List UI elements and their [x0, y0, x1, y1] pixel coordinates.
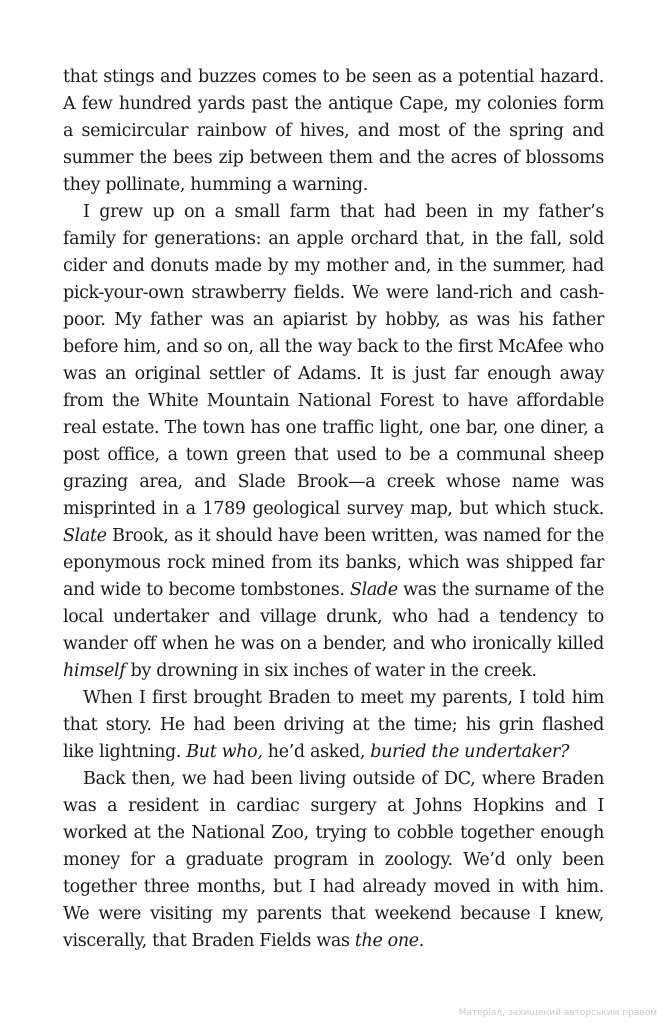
text-run: When I first brought Braden to meet my parents, I told him that story. He had been driving at the time; his grin flashed like lightning. [63, 688, 604, 762]
italic-run: Slade [349, 580, 398, 600]
copyright-watermark: Матеріал, захищений авторським правом [458, 1008, 657, 1018]
text-run: Back then, we had been living outside of DC, where Braden was a resident in cardiac surgery at Johns Hopkins and I worked at the National Zoo, trying to cobble together enough money for a graduate program in zoology. We’d only been together three months, but I had already moved in with him. We were visiting my parents that weekend because I knew, viscerally, that Braden Fields was [63, 769, 604, 951]
italic-run: himself [63, 661, 126, 681]
italic-run: the one. [354, 931, 424, 951]
italic-run: buried the undertaker? [370, 742, 569, 762]
paragraph-4 [63, 766, 604, 955]
italic-run: Slate [63, 526, 107, 546]
paragraph-3 [63, 685, 604, 766]
text-run: by drowning in six inches of water in the creek. [125, 661, 537, 681]
text-run: he’d asked, [262, 742, 371, 762]
text-run: that stings and buzzes comes to be seen as a potential hazard. A few hundred yards past the antique Cape, my colonies form a semicircular rainbow of hives, and most of the spring and summer the bees zip between them and the acres of blossoms they pollinate, humming a warning. [63, 67, 604, 195]
text-run: I grew up on a small farm that had been in my father’s family for generations: an apple orchard that, in the fall, sold cider and donuts made by my mother and, in the summer, had pick-your-own strawberry fields. We were land-rich and cash-poor. My father was an apiarist by hobby, as was his father before him, and so on, all the way back to the first McAfee who was an original settler of Adams. It is just far enough away from the White Mountain National Forest to have affordable real estate. The town has one traffic light, one bar, one diner, a post office, a town green that used to be a communal sheep grazing area, and Slade Brook—a creek whose name was misprinted in a 1789 geological survey map, but which stuck. [63, 202, 604, 519]
book-page-body [63, 64, 604, 955]
italic-run: But who, [186, 742, 263, 762]
paragraph-1 [63, 64, 604, 199]
text-run: was the surname of the local undertaker and village drunk, who had a tendency to wander off when he was on a bender, and who ironically killed [63, 580, 604, 654]
text-run: Brook, as it should have been written, was named for the eponymous rock mined from its banks, which was shipped far and wide to become tombstones. [63, 526, 604, 600]
paragraph-2 [63, 199, 604, 685]
